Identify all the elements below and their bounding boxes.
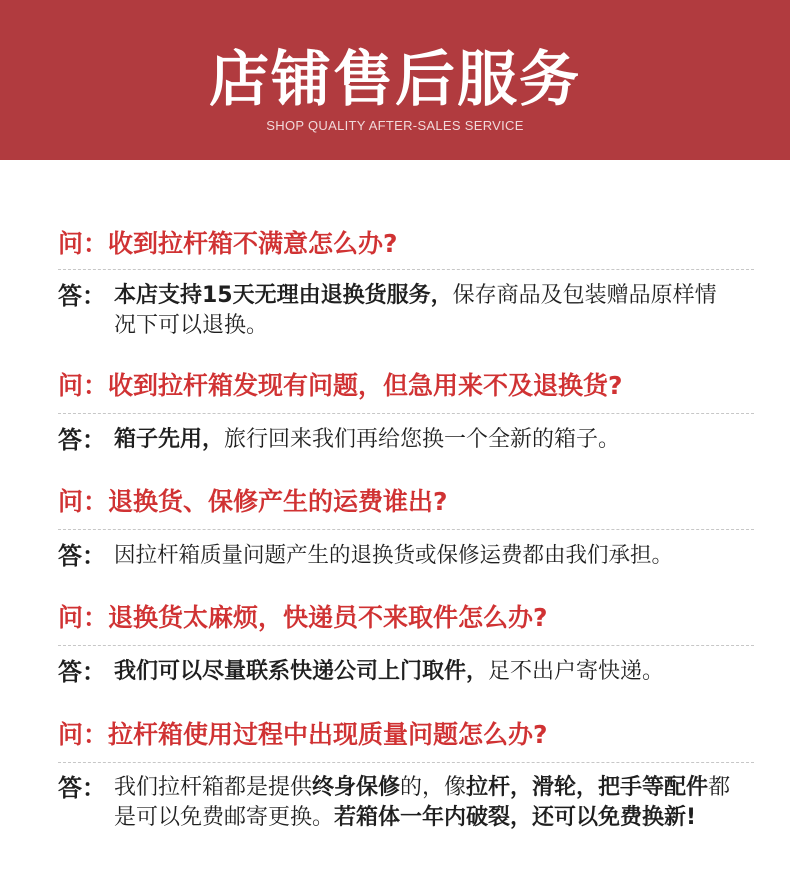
question-prefix: 问：: [58, 229, 109, 258]
divider: [58, 413, 754, 414]
answer-part: 都是可以免费邮寄更换。: [114, 775, 731, 830]
question-prefix: 问：: [58, 371, 109, 400]
answer-text: [114, 281, 724, 341]
faq-question: [58, 371, 623, 401]
faq-answer: [58, 425, 758, 455]
divider: [58, 269, 754, 270]
divider: [58, 529, 754, 530]
question-prefix: 问：: [58, 603, 109, 632]
answer-part: 因拉杆箱质量问题产生的退换货或保修运费都由我们承担。: [114, 543, 674, 568]
page-title: 店铺售后服务: [209, 45, 581, 115]
answer-prefix: 答：: [58, 774, 106, 802]
answer-part: 我们可以尽量联系快递公司上门取件，: [114, 659, 489, 684]
faq-answer: [58, 773, 758, 833]
answer-prefix: 答：: [58, 282, 106, 310]
question-text: 退换货、保修产生的运费谁出?: [108, 487, 448, 516]
answer-part: 我们拉杆箱都是提供: [114, 775, 313, 800]
header-banner: [0, 0, 790, 160]
question-text: 收到拉杆箱发现有问题，但急用来不及退换货?: [108, 371, 623, 400]
faq-question: [58, 720, 548, 750]
answer-text: [114, 425, 758, 455]
answer-part: 本店支持15天无理由退换货服务，: [114, 283, 453, 308]
answer-prefix: 答：: [58, 426, 106, 454]
answer-part: 终身保修: [312, 775, 401, 800]
page-subtitle: SHOP QUALITY AFTER-SALES SERVICE: [266, 118, 524, 133]
answer-part: 旅行回来我们再给您换一个全新的箱子。: [224, 427, 621, 452]
question-text: 退换货太麻烦，快递员不来取件怎么办?: [108, 603, 548, 632]
answer-text: [114, 773, 736, 833]
divider: [58, 762, 754, 763]
answer-text: [114, 657, 758, 687]
faq-question: [58, 487, 448, 517]
faq-question: [58, 603, 548, 633]
answer-text: [114, 541, 758, 571]
question-prefix: 问：: [58, 720, 109, 749]
answer-part: 的，像: [400, 775, 467, 800]
faq-answer: [58, 657, 758, 687]
answer-part: 若箱体一年内破裂，还可以免费换新!: [334, 805, 697, 830]
faq-question: [58, 229, 398, 259]
answer-part: 保存商品及包装赠品原样情况下可以退换。: [114, 283, 717, 338]
question-text: 收到拉杆箱不满意怎么办?: [108, 229, 398, 258]
question-text: 拉杆箱使用过程中出现质量问题怎么办?: [108, 720, 548, 749]
faq-answer: [58, 281, 758, 341]
answer-prefix: 答：: [58, 542, 106, 570]
divider: [58, 645, 754, 646]
answer-part: 拉杆，滑轮，把手等配件: [466, 775, 709, 800]
answer-part: 足不出户寄快递。: [488, 659, 665, 684]
answer-prefix: 答：: [58, 658, 106, 686]
question-prefix: 问：: [58, 487, 109, 516]
answer-part: 箱子先用，: [114, 427, 225, 452]
faq-answer: [58, 541, 758, 571]
